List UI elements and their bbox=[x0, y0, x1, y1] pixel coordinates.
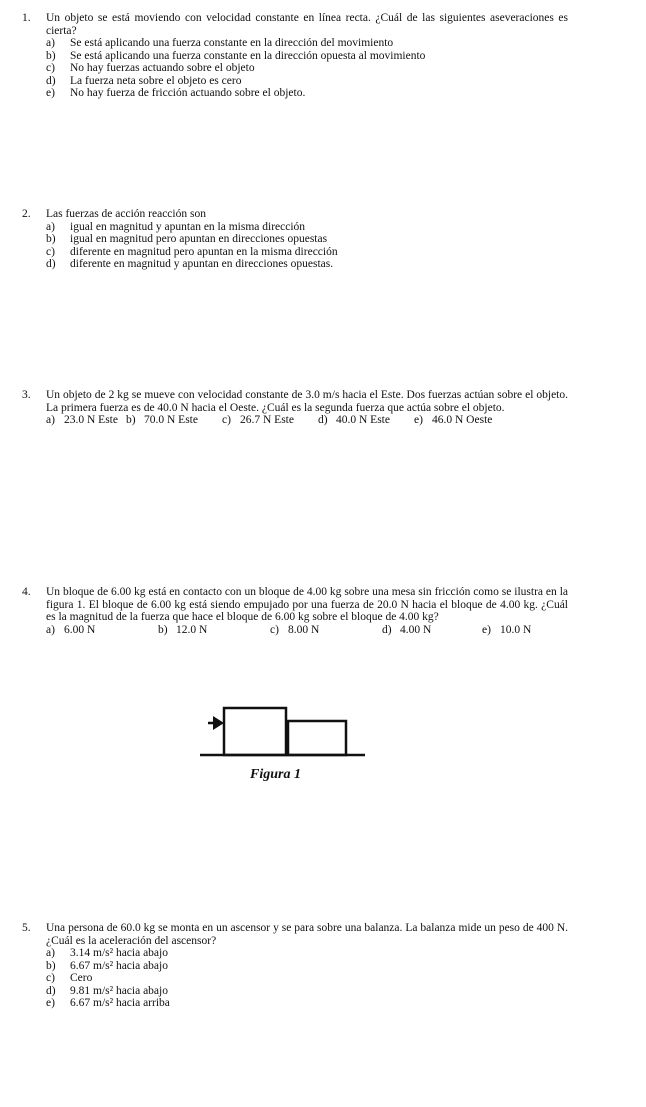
option-letter: e) bbox=[414, 414, 423, 426]
option-c bbox=[222, 414, 318, 427]
question-number: 5. bbox=[22, 922, 31, 934]
option-text: 26.7 N Este bbox=[240, 414, 294, 426]
question-2 bbox=[22, 208, 568, 271]
option-a bbox=[46, 947, 568, 960]
option-b bbox=[46, 960, 568, 973]
options-list bbox=[46, 221, 568, 271]
option-a bbox=[46, 221, 568, 234]
question-number: 4. bbox=[22, 586, 31, 598]
option-text: 40.0 N Este bbox=[336, 414, 390, 426]
option-letter: d) bbox=[46, 74, 56, 87]
option-text: 70.0 N Este bbox=[144, 414, 198, 426]
question-text: Las fuerzas de acción reacción son bbox=[46, 208, 206, 220]
option-text: diferente en magnitud y apuntan en direcciones opuestas. bbox=[70, 258, 334, 270]
option-letter: a) bbox=[46, 220, 55, 233]
options-list bbox=[46, 37, 568, 100]
option-text: Se está aplicando una fuerza constante en la dirección opuesta al movimiento bbox=[70, 49, 426, 62]
option-letter: c) bbox=[46, 245, 55, 258]
question-number: 3. bbox=[22, 389, 31, 401]
option-letter: a) bbox=[46, 947, 55, 959]
option-letter: a) bbox=[46, 414, 55, 426]
option-text: 6.00 N bbox=[64, 623, 96, 636]
option-c bbox=[46, 972, 568, 985]
option-letter: a) bbox=[46, 37, 55, 49]
option-text: Cero bbox=[70, 972, 93, 984]
option-c bbox=[46, 62, 568, 75]
option-letter: c) bbox=[222, 414, 231, 426]
option-text: No hay fuerzas actuando sobre el objeto bbox=[70, 62, 255, 74]
option-letter: b) bbox=[46, 233, 56, 245]
option-d bbox=[46, 75, 568, 88]
option-letter: c) bbox=[46, 972, 55, 984]
option-letter: e) bbox=[46, 87, 55, 99]
option-e bbox=[482, 624, 531, 637]
options-list bbox=[46, 947, 568, 1010]
option-letter: e) bbox=[46, 997, 55, 1009]
option-b bbox=[158, 624, 270, 637]
block-small bbox=[288, 721, 346, 755]
option-text: 3.14 m/s² hacia abajo bbox=[70, 947, 168, 959]
option-letter: c) bbox=[46, 62, 55, 74]
option-text: igual en magnitud pero apuntan en direcciones opuestas bbox=[70, 233, 328, 245]
option-letter: b) bbox=[158, 623, 168, 636]
options-list bbox=[46, 624, 568, 637]
option-b bbox=[46, 233, 568, 246]
option-b bbox=[46, 50, 568, 63]
option-text: diferente en magnitud pero apuntan en la misma dirección bbox=[70, 245, 338, 258]
option-text: 6.67 m/s² hacia abajo bbox=[70, 959, 168, 972]
question-text: Un objeto de 2 kg se mueve con velocidad constante de 3.0 m/s hacia el Este. Dos fuerzas actúan sobre el objeto. La primera fuerza es de 40.0 N hacia el Oeste. ¿Cuál es la segunda fuerza que actúa sobre el objeto. bbox=[46, 389, 568, 414]
options-list bbox=[46, 414, 568, 427]
option-letter: c) bbox=[270, 623, 279, 636]
option-text: 10.0 N bbox=[500, 623, 532, 636]
option-text: 23.0 N Este bbox=[64, 414, 118, 426]
option-text: No hay fuerza de fricción actuando sobre el objeto. bbox=[70, 87, 306, 99]
question-5 bbox=[22, 922, 568, 1010]
option-c bbox=[46, 246, 568, 259]
option-text: 6.67 m/s² hacia arriba bbox=[70, 997, 170, 1009]
option-text: 8.00 N bbox=[288, 623, 320, 636]
option-d bbox=[318, 414, 414, 427]
question-text: Un bloque de 6.00 kg está en contacto con un bloque de 4.00 kg sobre una mesa sin fricción como se ilustra en la figura 1. El bloque de 6.00 kg está siendo empujado por una fuerza de 20.0 N hacia el bloque de 4.00 kg. ¿Cuál es la magnitud de la fuerza que hace el bloque de 6.00 kg sobre el bloque de 4.00 kg? bbox=[46, 586, 568, 623]
option-d bbox=[46, 985, 568, 998]
option-letter: b) bbox=[46, 49, 56, 62]
option-d bbox=[46, 258, 568, 271]
option-letter: b) bbox=[46, 959, 56, 972]
option-letter: d) bbox=[46, 258, 56, 270]
option-text: igual en magnitud y apuntan en la misma dirección bbox=[70, 220, 306, 233]
option-a bbox=[46, 624, 158, 637]
option-letter: d) bbox=[46, 984, 56, 997]
question-4 bbox=[22, 586, 568, 636]
block-large bbox=[224, 708, 286, 755]
option-text: 12.0 N bbox=[176, 623, 208, 636]
option-e bbox=[46, 87, 568, 100]
force-arrowhead bbox=[213, 716, 224, 730]
option-letter: b) bbox=[126, 414, 136, 426]
option-a bbox=[46, 414, 126, 427]
option-letter: a) bbox=[46, 623, 55, 636]
option-text: Se está aplicando una fuerza constante en la dirección del movimiento bbox=[70, 37, 394, 49]
option-letter: d) bbox=[318, 414, 328, 426]
option-e bbox=[414, 414, 492, 427]
option-text: 9.81 m/s² hacia abajo bbox=[70, 984, 168, 997]
figure-caption: Figura 1 bbox=[250, 767, 301, 782]
option-text: 46.0 N Oeste bbox=[432, 414, 493, 426]
option-e bbox=[46, 997, 568, 1010]
option-c bbox=[270, 624, 382, 637]
option-a bbox=[46, 37, 568, 50]
option-d bbox=[382, 624, 482, 637]
question-text: Una persona de 60.0 kg se monta en un ascensor y se para sobre una balanza. La balanza mide un peso de 400 N. ¿Cuál es la aceleración del ascensor? bbox=[46, 922, 568, 947]
question-text: Un objeto se está moviendo con velocidad constante en línea recta. ¿Cuál de las siguientes aseveraciones es cierta? bbox=[46, 12, 568, 37]
question-3 bbox=[22, 389, 568, 427]
option-letter: d) bbox=[382, 623, 392, 636]
option-letter: e) bbox=[482, 623, 491, 636]
option-text: 4.00 N bbox=[400, 623, 432, 636]
question-number: 2. bbox=[22, 208, 31, 220]
question-1 bbox=[22, 12, 568, 100]
option-text: La fuerza neta sobre el objeto es cero bbox=[70, 74, 242, 87]
question-number: 1. bbox=[22, 12, 31, 24]
option-b bbox=[126, 414, 222, 427]
